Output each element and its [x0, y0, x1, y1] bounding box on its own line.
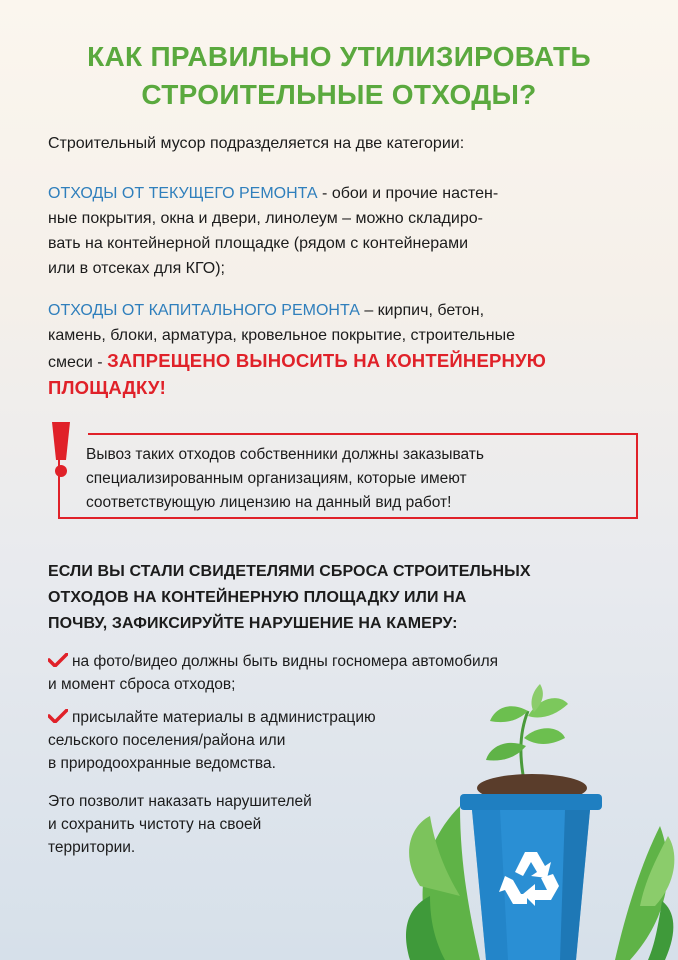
- notice-line-3: соответствующую лицензию на данный вид работ!: [86, 494, 452, 511]
- closing-line-3: территории.: [48, 839, 136, 856]
- witness-heading: [48, 559, 648, 637]
- current-repair-paragraph: [48, 181, 638, 281]
- prohibition-warning-2: ПЛОЩАДКУ!: [48, 377, 166, 398]
- checkmark-icon: [48, 709, 68, 723]
- closing-line-2: и сохранить чистоту на своей: [48, 816, 262, 833]
- checklist-text-1: присылайте материалы в администрацию: [72, 709, 376, 726]
- heading-line-1: ЕСЛИ ВЫ СТАЛИ СВИДЕТЕЛЯМИ СБРОСА СТРОИТЕЛЬНЫХ: [48, 563, 531, 580]
- checklist-text-2: и момент сброса отходов;: [48, 676, 236, 693]
- recycle-bin: [460, 794, 602, 960]
- checklist-text-1: на фото/видео должны быть видны госномера автомобиля: [72, 653, 499, 670]
- capital-repair-text-3: смеси -: [48, 354, 108, 371]
- sprout-icon: [486, 684, 568, 786]
- capital-repair-label: ОТХОДЫ ОТ КАПИТАЛЬНОГО РЕМОНТА: [48, 302, 360, 319]
- title-line-2: СТРОИТЕЛЬНЫЕ ОТХОДЫ?: [141, 79, 537, 110]
- heading-line-3: ПОЧВУ, ЗАФИКСИРУЙТЕ НАРУШЕНИЕ НА КАМЕРУ:: [48, 615, 458, 632]
- prohibition-warning-1: ЗАПРЕЩЕНО ВЫНОСИТЬ НА КОНТЕЙНЕРНУЮ: [107, 350, 547, 371]
- checklist-text-2: сельского поселения/района или: [48, 732, 286, 749]
- notice-line-1: Вывоз таких отходов собственники должны заказывать: [86, 446, 484, 463]
- intro-text: Строительный мусор подразделяется на две категории:: [48, 135, 465, 152]
- notice-text: [86, 443, 626, 515]
- current-repair-text-3: вать на контейнерной площадке (рядом с контейнерами: [48, 235, 469, 252]
- current-repair-text-1: - обои и прочие настен-: [317, 185, 499, 202]
- current-repair-text-2: ные покрытия, окна и двери, линолеум – можно складиро-: [48, 210, 483, 227]
- notice-line-2: специализированным организациям, которые имеют: [86, 470, 467, 487]
- page-title: [0, 38, 678, 114]
- current-repair-label: ОТХОДЫ ОТ ТЕКУЩЕГО РЕМОНТА: [48, 185, 318, 202]
- heading-line-2: ОТХОДОВ НА КОНТЕЙНЕРНУЮ ПЛОЩАДКУ ИЛИ НА: [48, 589, 467, 606]
- capital-repair-paragraph: [48, 298, 638, 400]
- capital-repair-text-1: – кирпич, бетон,: [359, 302, 485, 319]
- checklist-text-3: в природоохранные ведомства.: [48, 755, 276, 772]
- current-repair-text-4: или в отсеках для КГО);: [48, 260, 225, 277]
- closing-text: [48, 790, 428, 859]
- title-line-1: КАК ПРАВИЛЬНО УТИЛИЗИРОВАТЬ: [87, 41, 591, 72]
- capital-repair-text-2: камень, блоки, арматура, кровельное покрытие, строительные: [48, 327, 515, 344]
- recycle-bin-illustration: [400, 676, 678, 960]
- exclamation-icon: [48, 420, 74, 480]
- checkmark-icon: [48, 653, 68, 667]
- closing-line-1: Это позволит наказать нарушителей: [48, 793, 312, 810]
